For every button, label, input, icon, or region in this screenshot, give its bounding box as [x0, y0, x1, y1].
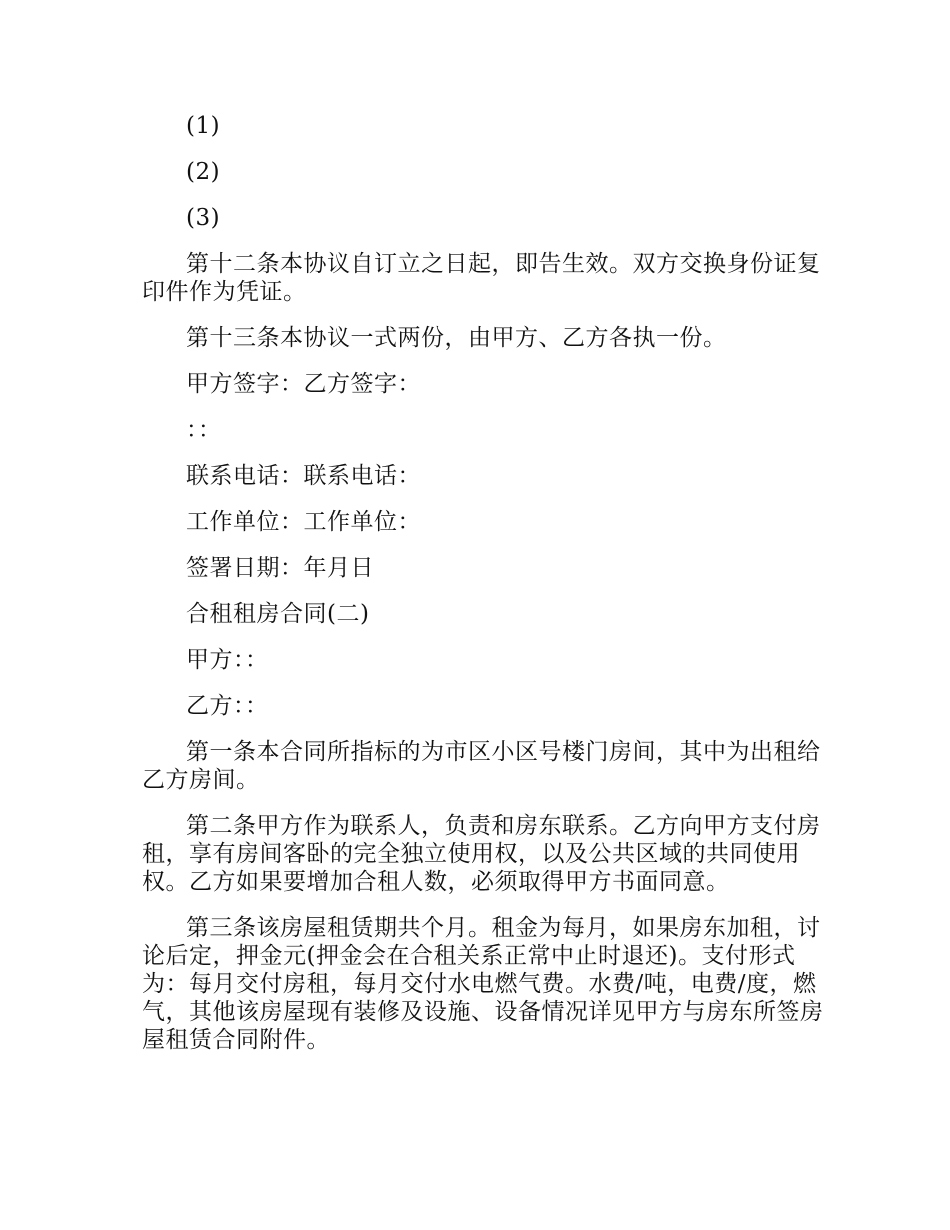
paragraph-item-2: (2) — [186, 159, 221, 185]
signature-colons: ：： — [186, 417, 222, 443]
contract-title-2: 合租租房合同(二) — [186, 601, 370, 627]
document-body — [142, 112, 824, 1072]
party-b-line: 乙方：： — [186, 693, 269, 719]
phone-line: 联系电话：联系电话： — [186, 463, 421, 489]
article-12: 第十二条本协议自订立之日起，即告生效。双方交换身份证复印件作为凭证。 — [142, 251, 821, 305]
paragraph-item-1: (1) — [186, 113, 221, 139]
paragraph-item-3: (3) — [186, 205, 221, 231]
article-2: 第二条甲方作为联系人，负责和房东联系。乙方向甲方支付房租，享有房间客卧的完全独立使用权，以及公共区域的共同使用权。乙方如果要增加合租人数，必须取得甲方书面同意。 — [142, 813, 821, 895]
sign-date-line: 签署日期：年月日 — [186, 555, 374, 581]
article-1: 第一条本合同所指标的为市区小区号楼门房间，其中为出租给乙方房间。 — [142, 739, 821, 793]
employer-line: 工作单位：工作单位： — [186, 509, 421, 535]
article-13: 第十三条本协议一式两份，由甲方、乙方各执一份。 — [186, 325, 727, 351]
party-a-line: 甲方：： — [186, 647, 269, 673]
signature-line: 甲方签字：乙方签字： — [186, 371, 421, 397]
article-3: 第三条该房屋租赁期共个月。租金为每月，如果房东加租，讨论后定，押金元(押金会在合租关系正常中止时退还)。支付形式为：每月交付房租，每月交付水电燃气费。水费/吨，电费/度，燃气，其他该房屋现有装修及设施、设备情况详见甲方与房东所签房屋租赁合同附件。 — [142, 915, 824, 1053]
